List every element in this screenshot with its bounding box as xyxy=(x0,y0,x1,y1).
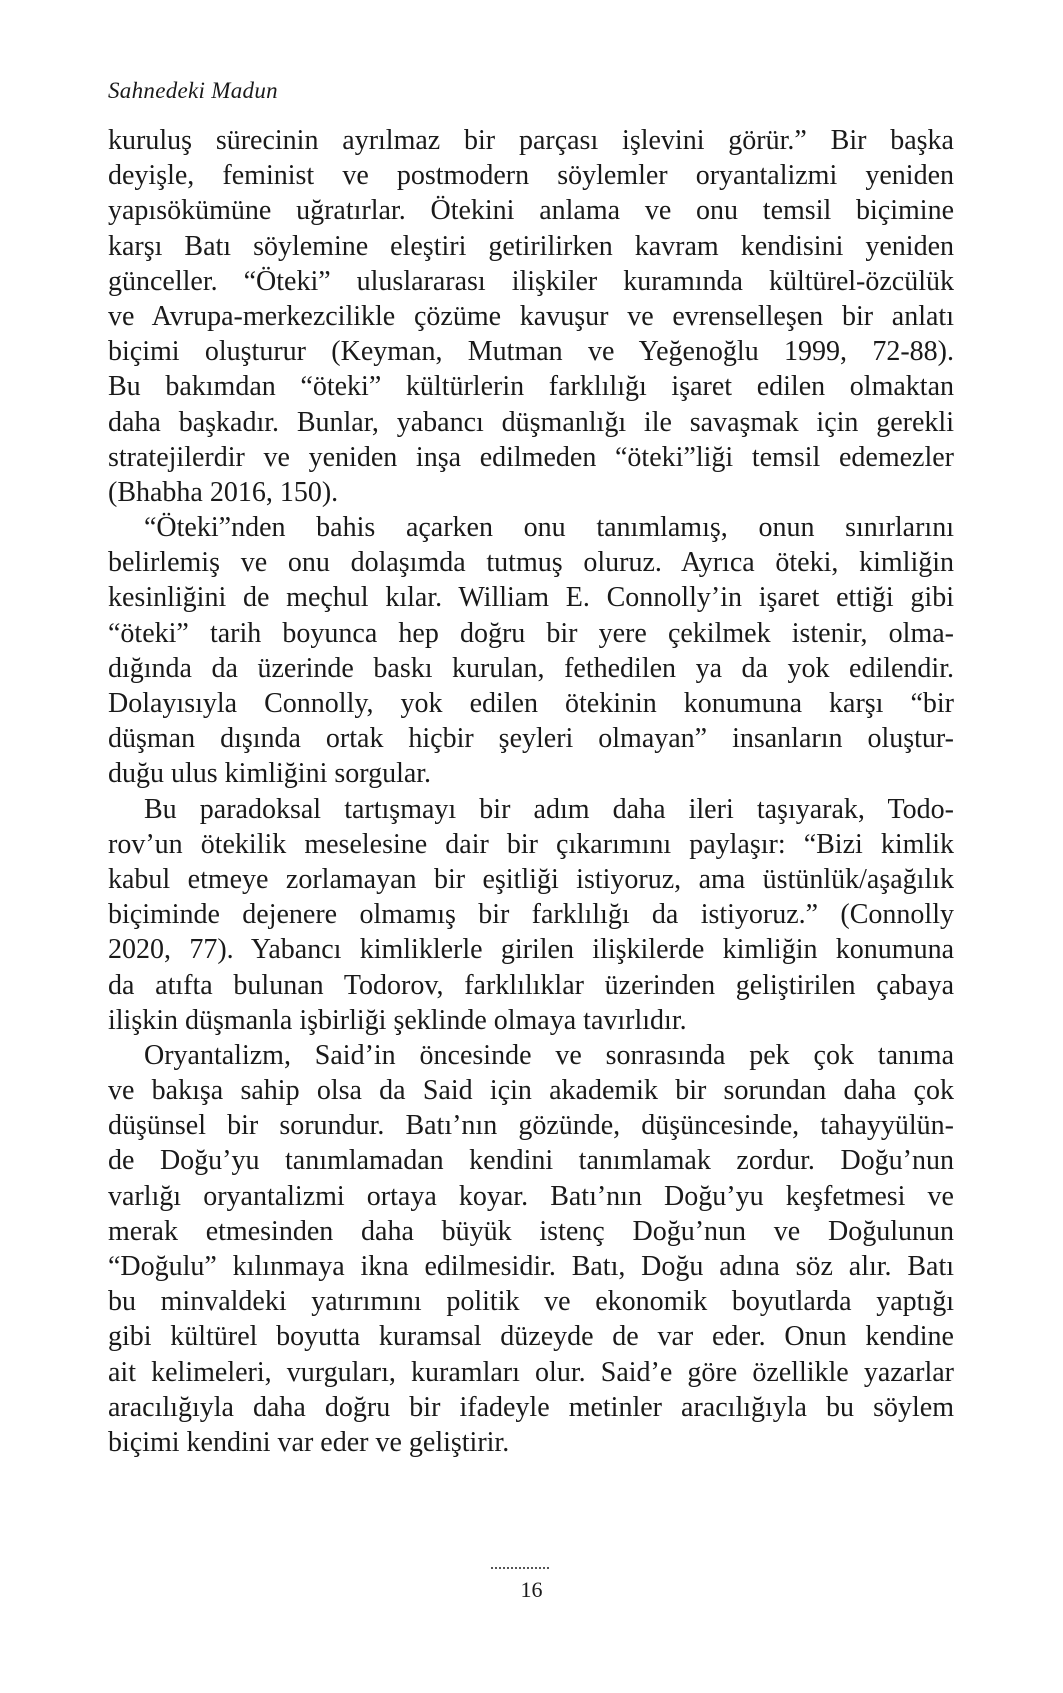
text-line: düşünsel bir sorundur. Batı’nın gözünde, düşüncesinde, tahayyülün- xyxy=(108,1110,954,1142)
text-line: dığında da üzerinde baskı kurulan, fethedilen ya da yok edilendir. xyxy=(108,652,954,684)
text-line: Dolayısıyla Connolly, yok edilen ötekinin konumuna karşı “bir xyxy=(108,688,954,719)
text-line: bu minvaldeki yatırımını politik ve ekonomik boyutlarda yaptığı xyxy=(108,1286,954,1318)
text-line: kabul etmeye zorlamayan bir eşitliği istiyoruz, ama üstünlük/aşağılık xyxy=(108,863,954,895)
text-line: “öteki” tarih boyunca hep doğru bir yere çekilmek istenir, olma- xyxy=(108,617,954,649)
text-line: ait kelimeleri, vurguları, kuramları olur. Said’e göre özellikle yazarlar xyxy=(108,1356,954,1388)
text-line: varlığı oryantalizmi ortaya koyar. Batı’nın Doğu’yu keşfetmesi ve xyxy=(108,1180,954,1212)
footer-divider xyxy=(491,1567,549,1569)
text-line: da atıfta bulunan Todorov, farklılıklar üzerinden geliştirilen çabaya xyxy=(108,969,954,1001)
text-line: aracılığıyla daha doğru bir ifadeyle metinler aracılığıyla bu söylem xyxy=(108,1391,954,1423)
text-line: 2020, 77). Yabancı kimliklerle girilen ilişkilerde kimliğin konumuna xyxy=(108,934,954,966)
text-line: biçiminde dejenere olmamış bir farklılığı da istiyoruz.” (Connolly xyxy=(108,899,954,931)
text-line: duğu ulus kimliğini sorgular. xyxy=(108,758,432,790)
text-line: karşı Batı söylemine eleştiri getirilirken kavram kendisini yeniden xyxy=(108,230,954,262)
text-line: yapısökümüne uğratırlar. Ötekini anlama ve onu temsil biçimine xyxy=(108,195,954,227)
text-line: merak etmesinden daha büyük istenç Doğu’nun ve Doğulunun xyxy=(108,1215,954,1247)
text-line: günceller. “Öteki” uluslararası ilişkiler kuramında kültürel-özcülük xyxy=(108,265,954,297)
body-text xyxy=(108,123,954,1460)
text-line: Bu bakımdan “öteki” kültürlerin farklılığı işaret edilen olmaktan xyxy=(108,371,954,403)
text-line: rov’un ötekilik meselesine dair bir çıkarımını paylaşır: “Bizi kimlik xyxy=(108,828,954,860)
text-line: deyişle, feminist ve postmodern söylemler oryantalizmi yeniden xyxy=(108,160,954,192)
text-line: stratejilerdir ve yeniden inşa edilmeden “öteki”liği temsil edemezler xyxy=(108,441,954,473)
text-line: ve bakışa sahip olsa da Said için akademik bir sorundan daha çok xyxy=(108,1075,954,1107)
text-line: ilişkin düşmanla işbirliği şeklinde olmaya tavırlıdır. xyxy=(108,1004,687,1036)
text-line: kuruluş sürecinin ayrılmaz bir parçası işlevini görür.” Bir başka xyxy=(108,125,954,156)
text-line: biçimi oluşturur (Keyman, Mutman ve Yeğenoğlu 1999, 72-88). xyxy=(108,336,954,368)
text-line: ve Avrupa-merkezcilikle çözüme kavuşur ve evrenselleşen bir anlatı xyxy=(108,300,954,332)
running-header: Sahnedeki Madun xyxy=(108,78,278,103)
text-line: de Doğu’yu tanımlamadan kendini tanımlamak zordur. Doğu’nun xyxy=(108,1145,954,1177)
text-line: belirlemiş ve onu dolaşımda tutmuş oluruz. Ayrıca öteki, kimliğin xyxy=(108,547,954,579)
text-line: kesinliğini de meçhul kılar. William E. Connolly’in işaret ettiği gibi xyxy=(108,582,954,614)
page-number: 16 xyxy=(520,1577,543,1602)
text-line: düşman dışında ortak hiçbir şeyleri olmayan” insanların oluştur- xyxy=(108,723,954,755)
text-line: Oryantalizm, Said’in öncesinde ve sonrasında pek çok tanıma xyxy=(144,1039,954,1071)
text-line: “Doğulu” kılınmaya ikna edilmesidir. Batı, Doğu adına söz alır. Batı xyxy=(108,1251,954,1282)
text-line: daha başkadır. Bunlar, yabancı düşmanlığı ile savaşmak için gerekli xyxy=(108,406,954,438)
text-line: (Bhabha 2016, 150). xyxy=(108,476,339,508)
text-line: Bu paradoksal tartışmayı bir adım daha ileri taşıyarak, Todo- xyxy=(144,793,954,825)
text-line: biçimi kendini var eder ve geliştirir. xyxy=(108,1426,510,1458)
text-line: gibi kültürel boyutta kuramsal düzeyde de var eder. Onun kendine xyxy=(108,1321,954,1353)
text-line: “Öteki”nden bahis açarken onu tanımlamış, onun sınırlarını xyxy=(144,512,954,544)
